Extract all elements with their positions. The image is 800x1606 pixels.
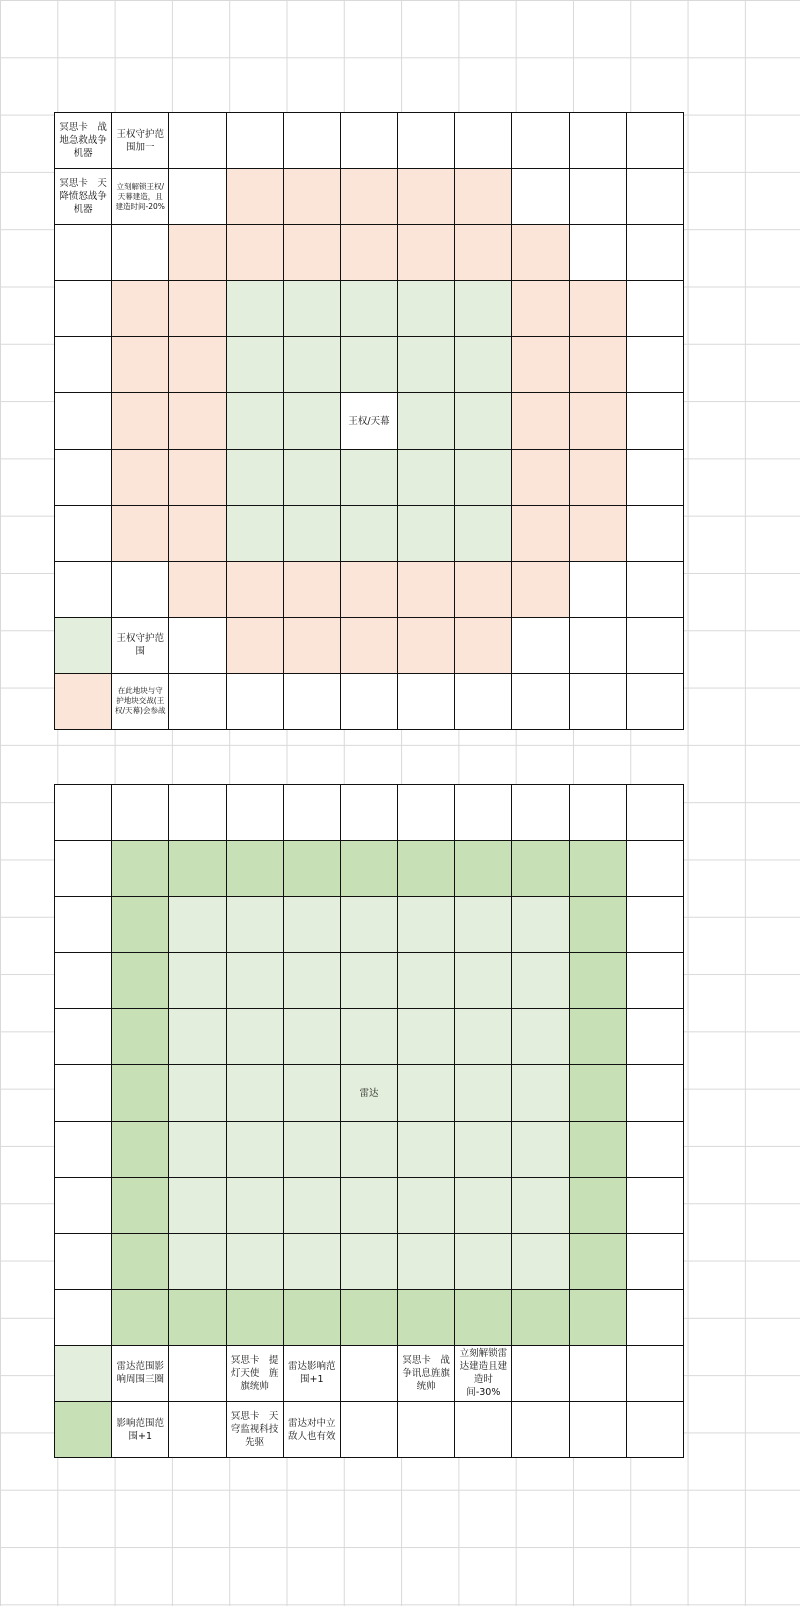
- grid-cell[interactable]: [55, 785, 112, 841]
- grid-cell[interactable]: [627, 169, 684, 225]
- grid-cell[interactable]: [455, 953, 512, 1009]
- grid-cell[interactable]: [284, 450, 341, 506]
- grid-cell[interactable]: [455, 393, 512, 449]
- grid-cell[interactable]: [341, 281, 398, 337]
- grid-cell[interactable]: [169, 450, 226, 506]
- grid-cell[interactable]: [169, 1290, 226, 1346]
- grid-cell[interactable]: [341, 1178, 398, 1234]
- grid-cell[interactable]: [284, 506, 341, 562]
- grid-cell[interactable]: [570, 393, 627, 449]
- grid-cell[interactable]: [55, 562, 112, 618]
- grid-cell[interactable]: [512, 1346, 569, 1402]
- grid-cell[interactable]: [227, 169, 284, 225]
- grid-cell[interactable]: [169, 618, 226, 674]
- grid-cell[interactable]: [455, 1234, 512, 1290]
- grid-cell[interactable]: [455, 1065, 512, 1121]
- grid-cell[interactable]: [112, 953, 169, 1009]
- grid-cell[interactable]: [112, 1009, 169, 1065]
- grid-cell[interactable]: [227, 562, 284, 618]
- grid-cell[interactable]: [341, 562, 398, 618]
- grid-cell[interactable]: [55, 618, 112, 674]
- grid-cell[interactable]: [570, 1178, 627, 1234]
- text-cell[interactable]: 雷达影响范围+1: [284, 1346, 341, 1402]
- grid-cell[interactable]: [512, 1122, 569, 1178]
- grid-cell[interactable]: [570, 1122, 627, 1178]
- grid-cell[interactable]: [570, 562, 627, 618]
- grid-cell[interactable]: [455, 841, 512, 897]
- grid-cell[interactable]: [627, 841, 684, 897]
- grid-cell[interactable]: [227, 337, 284, 393]
- grid-cell[interactable]: [512, 337, 569, 393]
- grid-cell[interactable]: [512, 506, 569, 562]
- grid-cell[interactable]: [570, 1009, 627, 1065]
- grid-cell[interactable]: [570, 897, 627, 953]
- grid-cell[interactable]: [227, 113, 284, 169]
- grid-cell[interactable]: [284, 337, 341, 393]
- grid-cell[interactable]: [341, 953, 398, 1009]
- grid-cell[interactable]: [398, 1290, 455, 1346]
- grid-cell[interactable]: [398, 1178, 455, 1234]
- grid-cell[interactable]: [512, 1009, 569, 1065]
- grid-cell[interactable]: [284, 1122, 341, 1178]
- grid-cell[interactable]: [55, 1178, 112, 1234]
- grid-cell[interactable]: [55, 1009, 112, 1065]
- grid-cell[interactable]: [455, 1290, 512, 1346]
- grid-cell[interactable]: [284, 225, 341, 281]
- grid-cell[interactable]: [512, 1234, 569, 1290]
- grid-cell[interactable]: [512, 393, 569, 449]
- grid-cell[interactable]: [169, 953, 226, 1009]
- grid-cell[interactable]: [341, 337, 398, 393]
- grid-cell[interactable]: [627, 225, 684, 281]
- grid-cell[interactable]: [284, 897, 341, 953]
- grid-cell[interactable]: [627, 393, 684, 449]
- text-cell[interactable]: 王权/天幕: [341, 393, 398, 449]
- grid-cell[interactable]: [169, 393, 226, 449]
- grid-cell[interactable]: [112, 337, 169, 393]
- grid-cell[interactable]: [455, 1402, 512, 1458]
- grid-cell[interactable]: [284, 618, 341, 674]
- grid-cell[interactable]: [227, 225, 284, 281]
- grid-cell[interactable]: [627, 674, 684, 730]
- grid-cell[interactable]: [398, 1065, 455, 1121]
- grid-cell[interactable]: [512, 450, 569, 506]
- grid-cell[interactable]: [512, 953, 569, 1009]
- text-cell[interactable]: 立刻解锁王权/天幕建造，且建造时间-20%: [112, 169, 169, 225]
- grid-cell[interactable]: [169, 337, 226, 393]
- grid-cell[interactable]: [169, 674, 226, 730]
- grid-cell[interactable]: [55, 674, 112, 730]
- grid-cell[interactable]: [398, 169, 455, 225]
- grid-cell[interactable]: [512, 1178, 569, 1234]
- grid-cell[interactable]: [55, 897, 112, 953]
- grid-cell[interactable]: [227, 841, 284, 897]
- grid-cell[interactable]: [112, 897, 169, 953]
- grid-cell[interactable]: [512, 1065, 569, 1121]
- grid-cell[interactable]: [570, 785, 627, 841]
- grid-cell[interactable]: [627, 337, 684, 393]
- grid-cell[interactable]: [455, 281, 512, 337]
- grid-cell[interactable]: [570, 618, 627, 674]
- grid-cell[interactable]: [341, 897, 398, 953]
- grid-cell[interactable]: [570, 281, 627, 337]
- grid-cell[interactable]: [627, 281, 684, 337]
- grid-cell[interactable]: [627, 1402, 684, 1458]
- grid-cell[interactable]: [341, 113, 398, 169]
- grid-cell[interactable]: [341, 1122, 398, 1178]
- grid-cell[interactable]: [627, 450, 684, 506]
- grid-cell[interactable]: [512, 113, 569, 169]
- grid-cell[interactable]: [570, 225, 627, 281]
- grid-cell[interactable]: [512, 281, 569, 337]
- grid-cell[interactable]: [455, 225, 512, 281]
- grid-cell[interactable]: [112, 506, 169, 562]
- grid-cell[interactable]: [55, 506, 112, 562]
- text-cell[interactable]: 冥思卡 提灯天使 旌旗统帅: [227, 1346, 284, 1402]
- grid-cell[interactable]: [227, 953, 284, 1009]
- grid-cell[interactable]: [284, 674, 341, 730]
- grid-cell[interactable]: [341, 841, 398, 897]
- grid-cell[interactable]: [512, 618, 569, 674]
- grid-cell[interactable]: [169, 1234, 226, 1290]
- grid-cell[interactable]: [398, 785, 455, 841]
- grid-cell[interactable]: [169, 225, 226, 281]
- grid-cell[interactable]: [398, 113, 455, 169]
- grid-cell[interactable]: [570, 1234, 627, 1290]
- grid-cell[interactable]: [398, 337, 455, 393]
- grid-cell[interactable]: [570, 1402, 627, 1458]
- grid-cell[interactable]: [227, 618, 284, 674]
- wangquan-range-grid: [54, 112, 684, 730]
- grid-cell[interactable]: [55, 1346, 112, 1402]
- grid-cell[interactable]: [398, 953, 455, 1009]
- grid-cell[interactable]: [627, 1065, 684, 1121]
- grid-cell[interactable]: [512, 841, 569, 897]
- grid-cell[interactable]: [112, 1290, 169, 1346]
- grid-cell[interactable]: [169, 1009, 226, 1065]
- grid-cell[interactable]: [398, 393, 455, 449]
- grid-cell[interactable]: [284, 562, 341, 618]
- grid-cell[interactable]: [570, 674, 627, 730]
- text-cell[interactable]: 王权守护范围加一: [112, 113, 169, 169]
- grid-cell[interactable]: [341, 1346, 398, 1402]
- grid-cell[interactable]: [455, 506, 512, 562]
- grid-cell[interactable]: [341, 506, 398, 562]
- grid-cell[interactable]: [112, 562, 169, 618]
- grid-cell[interactable]: [55, 1402, 112, 1458]
- grid-cell[interactable]: [55, 1234, 112, 1290]
- text-cell[interactable]: 冥思卡 战地急救战争机器: [55, 113, 112, 169]
- grid-cell[interactable]: [284, 393, 341, 449]
- grid-cell[interactable]: [112, 841, 169, 897]
- grid-cell[interactable]: [341, 1234, 398, 1290]
- grid-cell[interactable]: [398, 1122, 455, 1178]
- grid-cell[interactable]: [455, 618, 512, 674]
- grid-cell[interactable]: [455, 113, 512, 169]
- grid-cell[interactable]: [112, 1234, 169, 1290]
- grid-cell[interactable]: [455, 450, 512, 506]
- grid-cell[interactable]: [627, 953, 684, 1009]
- grid-cell[interactable]: [169, 1178, 226, 1234]
- grid-cell[interactable]: [455, 1178, 512, 1234]
- grid-cell[interactable]: [627, 1122, 684, 1178]
- grid-cell[interactable]: [398, 674, 455, 730]
- grid-cell[interactable]: [55, 1290, 112, 1346]
- grid-cell[interactable]: [227, 1178, 284, 1234]
- grid-cell[interactable]: [169, 562, 226, 618]
- grid-cell[interactable]: [341, 1009, 398, 1065]
- grid-cell[interactable]: [627, 1346, 684, 1402]
- grid-cell[interactable]: [112, 225, 169, 281]
- grid-cell[interactable]: [169, 1122, 226, 1178]
- grid-cell[interactable]: [227, 393, 284, 449]
- grid-cell[interactable]: [627, 785, 684, 841]
- text-cell[interactable]: 立刻解锁雷达建造且建造时间-30%: [455, 1346, 512, 1402]
- grid-cell[interactable]: [341, 169, 398, 225]
- grid-cell[interactable]: [570, 337, 627, 393]
- radar-range-grid: [54, 784, 684, 1458]
- grid-cell[interactable]: [169, 785, 226, 841]
- grid-cell[interactable]: [570, 1346, 627, 1402]
- grid-cell[interactable]: [398, 1234, 455, 1290]
- grid-cell[interactable]: [627, 1290, 684, 1346]
- grid-cell[interactable]: [570, 450, 627, 506]
- grid-cell[interactable]: [284, 1234, 341, 1290]
- text-cell[interactable]: 冥思卡 天降愤怒战争机器: [55, 169, 112, 225]
- grid-cell[interactable]: [169, 1402, 226, 1458]
- grid-cell[interactable]: [169, 897, 226, 953]
- grid-cell[interactable]: [398, 450, 455, 506]
- grid-cell[interactable]: [112, 281, 169, 337]
- grid-cell[interactable]: [570, 1065, 627, 1121]
- grid-cell[interactable]: [284, 953, 341, 1009]
- grid-cell[interactable]: [169, 506, 226, 562]
- grid-cell[interactable]: [455, 1122, 512, 1178]
- grid-cell[interactable]: [455, 897, 512, 953]
- grid-cell[interactable]: [55, 450, 112, 506]
- grid-cell[interactable]: [455, 674, 512, 730]
- grid-cell[interactable]: [284, 841, 341, 897]
- grid-cell[interactable]: [570, 169, 627, 225]
- grid-cell[interactable]: [570, 113, 627, 169]
- grid-cell[interactable]: [169, 281, 226, 337]
- grid-cell[interactable]: [227, 1009, 284, 1065]
- grid-cell[interactable]: [455, 1009, 512, 1065]
- grid-cell[interactable]: [112, 1065, 169, 1121]
- grid-cell[interactable]: [570, 506, 627, 562]
- grid-cell[interactable]: [627, 1234, 684, 1290]
- grid-cell[interactable]: [227, 897, 284, 953]
- grid-cell[interactable]: [570, 841, 627, 897]
- grid-cell[interactable]: [112, 393, 169, 449]
- grid-cell[interactable]: [284, 169, 341, 225]
- grid-cell[interactable]: [112, 1178, 169, 1234]
- grid-cell[interactable]: [169, 113, 226, 169]
- grid-cell[interactable]: [341, 1402, 398, 1458]
- grid-cell[interactable]: [169, 1065, 226, 1121]
- grid-cell[interactable]: [627, 618, 684, 674]
- text-cell[interactable]: 冥思卡 天穹监视科技先驱: [227, 1402, 284, 1458]
- grid-cell[interactable]: [512, 1402, 569, 1458]
- text-cell[interactable]: 王权守护范围: [112, 618, 169, 674]
- grid-cell[interactable]: [284, 1290, 341, 1346]
- grid-cell[interactable]: [284, 1065, 341, 1121]
- grid-cell[interactable]: [512, 169, 569, 225]
- grid-cell[interactable]: [284, 785, 341, 841]
- grid-cell[interactable]: [398, 618, 455, 674]
- grid-cell[interactable]: [55, 225, 112, 281]
- grid-cell[interactable]: [55, 393, 112, 449]
- text-cell[interactable]: 冥思卡 战争讯息旌旗统帅: [398, 1346, 455, 1402]
- grid-cell[interactable]: [284, 1009, 341, 1065]
- grid-cell[interactable]: [55, 1122, 112, 1178]
- grid-cell[interactable]: [398, 897, 455, 953]
- grid-cell[interactable]: [227, 281, 284, 337]
- text-cell[interactable]: 雷达: [341, 1065, 398, 1121]
- grid-cell[interactable]: [512, 897, 569, 953]
- grid-cell[interactable]: [398, 506, 455, 562]
- grid-cell[interactable]: [341, 618, 398, 674]
- grid-cell[interactable]: [341, 1290, 398, 1346]
- grid-cell[interactable]: [55, 841, 112, 897]
- grid-cell[interactable]: [55, 953, 112, 1009]
- grid-cell[interactable]: [341, 225, 398, 281]
- grid-cell[interactable]: [512, 225, 569, 281]
- grid-cell[interactable]: [341, 674, 398, 730]
- grid-cell[interactable]: [398, 1402, 455, 1458]
- text-cell[interactable]: 影响范围范围+1: [112, 1402, 169, 1458]
- grid-cell[interactable]: [570, 1290, 627, 1346]
- grid-cell[interactable]: [512, 785, 569, 841]
- grid-cell[interactable]: [455, 337, 512, 393]
- grid-cell[interactable]: [112, 785, 169, 841]
- text-cell[interactable]: 在此地块与守护地块交战(王权/天幕)会参战: [112, 674, 169, 730]
- grid-cell[interactable]: [398, 281, 455, 337]
- grid-cell[interactable]: [627, 1178, 684, 1234]
- grid-cell[interactable]: [227, 674, 284, 730]
- grid-cell[interactable]: [512, 1290, 569, 1346]
- grid-cell[interactable]: [227, 1290, 284, 1346]
- text-cell[interactable]: 雷达对中立敌人也有效: [284, 1402, 341, 1458]
- text-cell[interactable]: 雷达范围影响周围三圈: [112, 1346, 169, 1402]
- grid-cell[interactable]: [455, 169, 512, 225]
- grid-cell[interactable]: [55, 281, 112, 337]
- grid-cell[interactable]: [341, 785, 398, 841]
- grid-cell[interactable]: [398, 562, 455, 618]
- grid-cell[interactable]: [398, 841, 455, 897]
- grid-cell[interactable]: [169, 841, 226, 897]
- grid-cell[interactable]: [512, 562, 569, 618]
- grid-cell[interactable]: [55, 1065, 112, 1121]
- grid-cell[interactable]: [398, 1009, 455, 1065]
- grid-cell[interactable]: [284, 1178, 341, 1234]
- grid-cell[interactable]: [455, 785, 512, 841]
- grid-cell[interactable]: [169, 1346, 226, 1402]
- grid-cell[interactable]: [112, 1122, 169, 1178]
- grid-cell[interactable]: [227, 1234, 284, 1290]
- grid-cell[interactable]: [227, 1122, 284, 1178]
- grid-cell[interactable]: [627, 897, 684, 953]
- grid-cell[interactable]: [627, 1009, 684, 1065]
- grid-cell[interactable]: [55, 337, 112, 393]
- grid-cell[interactable]: [284, 281, 341, 337]
- grid-cell[interactable]: [627, 562, 684, 618]
- grid-cell[interactable]: [512, 674, 569, 730]
- grid-cell[interactable]: [227, 785, 284, 841]
- grid-cell[interactable]: [627, 506, 684, 562]
- grid-cell[interactable]: [169, 169, 226, 225]
- grid-cell[interactable]: [227, 450, 284, 506]
- grid-cell[interactable]: [341, 450, 398, 506]
- grid-cell[interactable]: [398, 225, 455, 281]
- grid-cell[interactable]: [627, 113, 684, 169]
- grid-cell[interactable]: [112, 450, 169, 506]
- grid-cell[interactable]: [284, 113, 341, 169]
- grid-cell[interactable]: [227, 506, 284, 562]
- grid-cell[interactable]: [570, 953, 627, 1009]
- grid-cell[interactable]: [227, 1065, 284, 1121]
- grid-cell[interactable]: [455, 562, 512, 618]
